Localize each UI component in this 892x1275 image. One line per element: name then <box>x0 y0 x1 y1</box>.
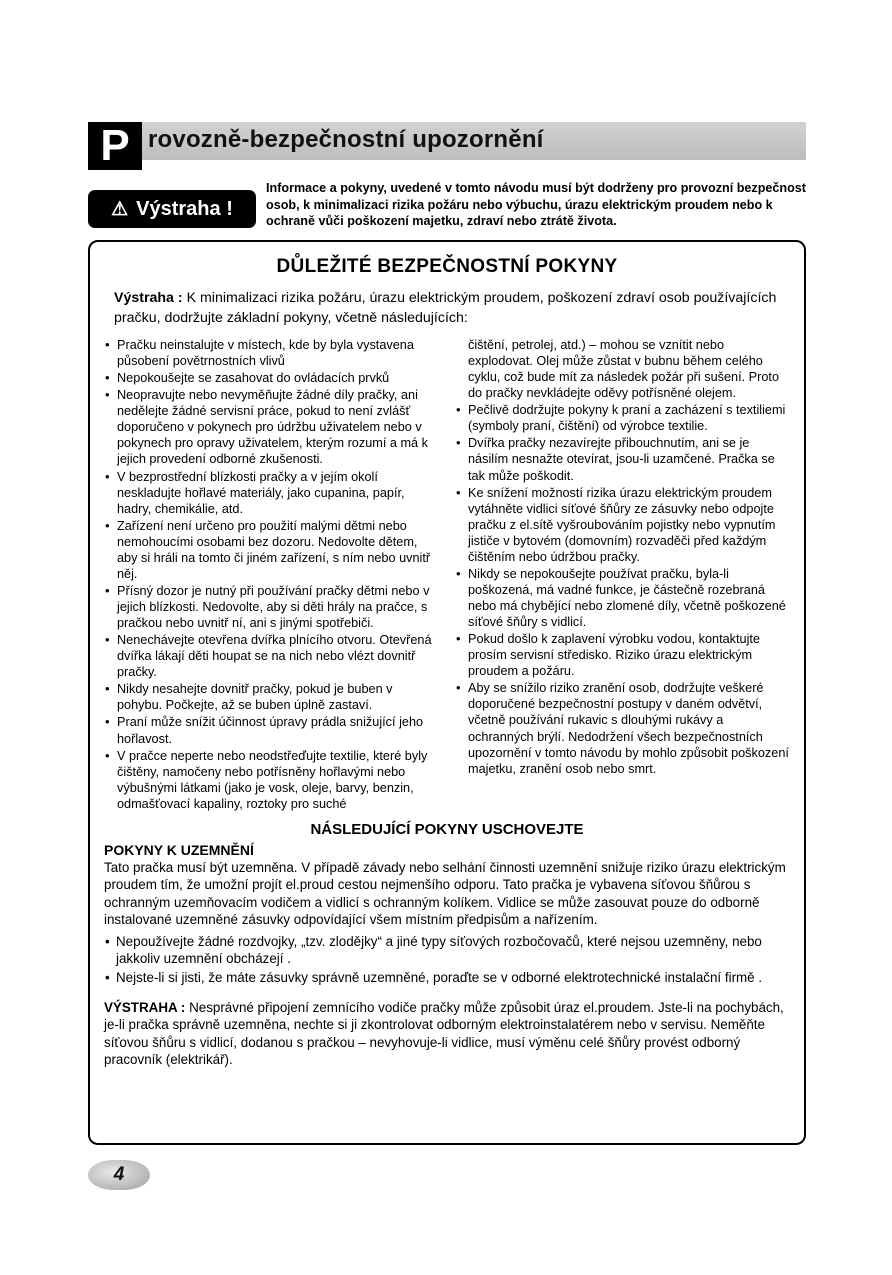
list-item: • Přísný dozor je nutný při používání pračky dětmi nebo v jejich blízkosti. Nedovolte, aby si děti hrály na pračce, s pračkou nebo uvnitř ní, ani s jinými spotřebiči. <box>104 583 439 631</box>
list-item: • Pokud došlo k zaplavení výrobku vodou, kontaktujte prosím servisní středisko. Riziko úrazu elektrickým proudem a požáru. <box>455 631 790 679</box>
grounding-heading: POKYNY K UZEMNĚNÍ <box>104 841 254 858</box>
final-warning-paragraph <box>104 999 790 1069</box>
list-item: • Pračku neinstalujte v místech, kde by byla vystavena působení povětrnostních vlivů <box>104 337 439 369</box>
box-title: DŮLEŽITÉ BEZPEČNOSTNÍ POKYNY <box>276 255 618 277</box>
final-warning-label: VÝSTRAHA : <box>104 999 186 1015</box>
page-number-tab <box>88 1160 150 1190</box>
grounding-paragraph: Tato pračka musí být uzemněna. V případě závady nebo selhání činnosti uzemnění snižuje riziko úrazu elektrickým proudem tím, že umožní projít el.proud cestou nejmenšího odporu. Tato pračka je vybavena síťovou šňůrou s ochranným uzemňovacím vodičem a vidlicí s ochranným kolíkem. Vidlice se může zasouvat pouze do odborně instalované uzemněné zásuvky odpovídající všem místním předpisům a nařízením. <box>104 859 786 928</box>
continuation-text: čištění, petrolej, atd.) – mohou se vznítit nebo explodovat. Olej může zůstat v bubnu během celého cyklu, což bude mít za následek požár při sušení. Proto do pračky nevkládejte oděvy potřísněné olejem. <box>468 338 779 401</box>
list-item: • Aby se snížilo riziko zranění osob, dodržujte veškeré doporučené bezpečnostní postupy v daném odvětví, včetně používání rukavic s dlouhými rukávy a ochranných brýlí. Nedodržení všech bezpečnostních upozornění v tomto návodu by mohlo způsobit poškození majetku, zranění osob nebo smrt. <box>455 680 790 776</box>
list-item: • Ke snížení možností rizika úrazu elektrickým proudem vytáhněte vidlici síťové šňůry ze zásuvky nebo odpojte pračku z el.sítě vyšroubováním pojistky nebo vypnutím jističe v bytovém (domovním) rozvaděči před každým čištěním nebo údržbou pračky. <box>455 485 790 565</box>
list-item: • Pečlivě dodržujte pokyny k praní a zacházení s textiliemi (symboly praní, čištění) od výrobce textilie. <box>455 402 790 434</box>
page-header <box>88 122 806 170</box>
two-column-bullets <box>104 337 790 813</box>
list-item: • V bezprostřední blízkosti pračky a v jejím okolí neskladujte hořlavé materiály, jako cupanina, papír, hadry, chemikálie, atd. <box>104 469 439 517</box>
list-item: • Praní může snížit účinnost úpravy prádla snižující jeho hořlavost. <box>104 714 439 746</box>
warning-banner-text: Informace a pokyny, uvedené v tomto návodu musí být dodrženy pro provozní bezpečnost osob, k minimalizaci rizika požáru nebo výbuchu, úrazu elektrickým proudem nebo k ochraně vůči poškození majetku, zdraví nebo ztrátě života. <box>266 181 806 229</box>
page-title: rovozně-bezpečnostní upozornění <box>142 122 806 160</box>
keep-instructions-title: NÁSLEDUJÍCÍ POKYNY USCHOVEJTE <box>310 820 584 838</box>
list-item: • Nepokoušejte se zasahovat do ovládacích prvků <box>104 370 439 386</box>
list-item: • Nejste-li si jisti, že máte zásuvky správně uzemněné, poraďte se v odborné elektrotechnické instalační firmě . <box>104 969 790 986</box>
intro-paragraph <box>104 288 790 337</box>
list-item: • Nikdy nesahejte dovnitř pračky, pokud je buben v pohybu. Počkejte, až se buben úplně zastaví. <box>104 681 439 713</box>
warning-triangle-icon: ⚠ <box>111 198 129 220</box>
list-item: • Dvířka pračky nezavírejte přibouchnutím, ani se je násilím nesnažte otevírat, jsou-li uzamčené. Pračka se tak může poškodit. <box>455 435 790 483</box>
warning-badge-label: Výstraha ! <box>136 197 233 220</box>
right-column <box>455 337 790 813</box>
right-column-list <box>455 402 790 776</box>
intro-text: K minimalizaci rizika požáru, úrazu elektrickým proudem, poškození zdraví osob používajících pračku, dodržujte základní pokyny, včetně následujících: <box>114 289 777 327</box>
final-warning-text: Nesprávné připojení zemnícího vodiče pračky může způsobit úraz el.proudem. Jste-li na pochybách, je-li pračka správně uzemněna, nechte si ji zkontrolovat odborným elektroinstalatérem nebo v servisu. Neměňte síťovou šňůru s vidlicí, dodanou s pračkou – nevyhovuje-li vidlice, musí výměnu celé šňůry provést odborný pracovník (elektrikář). <box>104 999 784 1068</box>
page-number: 4 <box>113 1164 125 1185</box>
intro-label: Výstraha : <box>114 289 183 306</box>
list-item: • Nenechávejte otevřena dvířka plnícího otvoru. Otevřená dvířka lákají děti houpat se na nich nebo vlézt dovnitř pračky. <box>104 632 439 680</box>
list-item: • Neopravujte nebo nevyměňujte žádné díly pračky, ani nedělejte žádné servisní práce, pokud to není zvlášť doporučeno v pokynech pro údržbu uživatelem nebo v pokynech pro opravy uživatelem, kterým rozumí a má k jejich provedení odborné zkušenosti. <box>104 387 439 467</box>
warning-badge <box>88 190 256 228</box>
warning-banner-row <box>88 180 806 230</box>
list-item: • Nikdy se nepokoušejte používat pračku, byla-li poškozená, má vadné funkce, je částečně rozebraná nebo má chybějící nebo zlomené díly, včetně poškozené síťové šňůry s vidlicí. <box>455 566 790 630</box>
left-column <box>104 337 439 813</box>
grounding-list <box>104 933 790 987</box>
list-item: • V pračce neperte nebo neodstřeďujte textilie, které byly čištěny, namočeny nebo potřísněny hořlavými nebo výbušnými látkami (jako je vosk, oleje, barvy, benzin, odmašťovací kapaliny, roztoky pro suché <box>104 748 439 812</box>
list-item: • Nepoužívejte žádné rozdvojky, „tzv. zlodějky“ a jiné typy síťových rozbočovačů, které nejsou uzemněny, nebo jakkoliv uzemnění obcházejí . <box>104 933 790 968</box>
list-item: • Zařízení není určeno pro použití malými dětmi nebo nemohoucími osobami bez dozoru. Nedovolte dětem, aby si hráli na tomto či jiném zařízení, s ním nebo uvnitř něj. <box>104 518 439 582</box>
chapter-letter: P <box>88 122 142 170</box>
safety-instructions-box <box>88 240 806 1145</box>
